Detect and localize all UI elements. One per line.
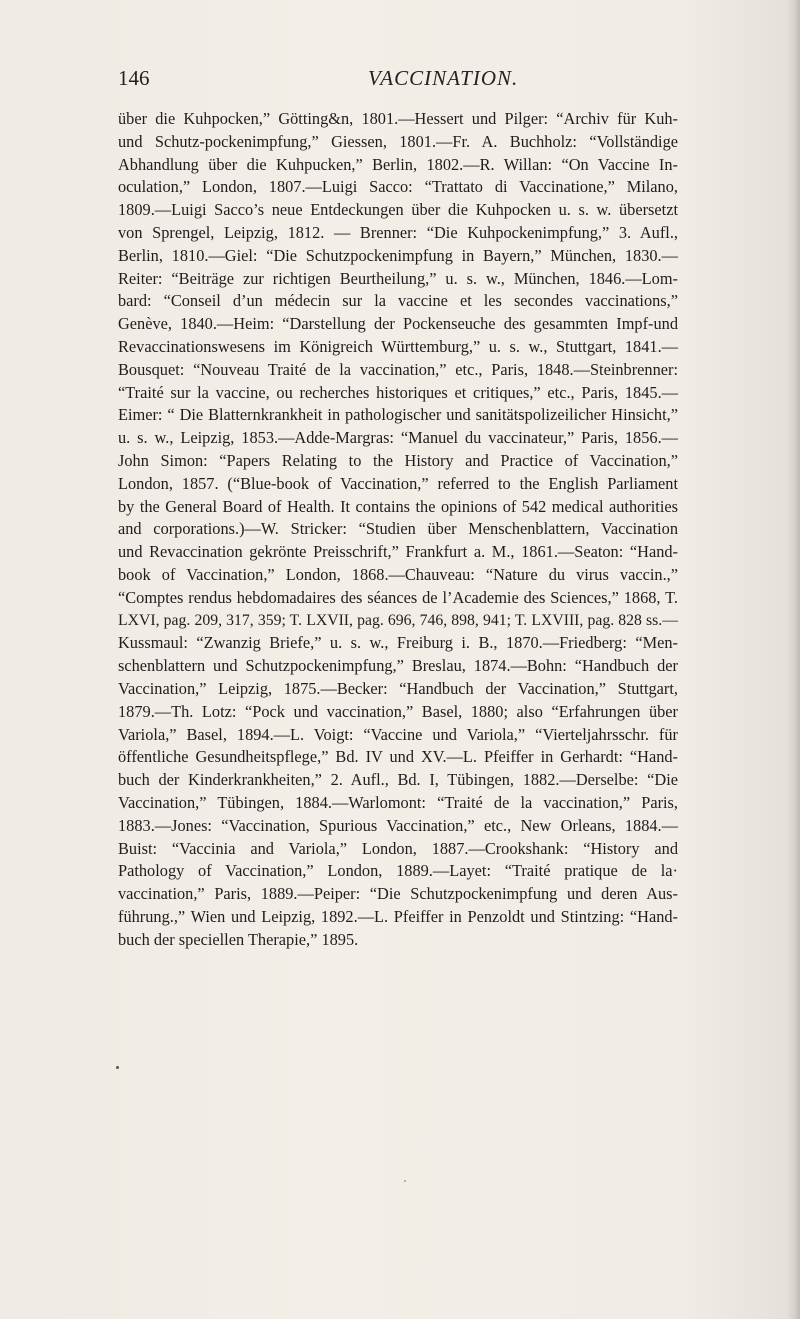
page-header (118, 66, 678, 96)
text-line: book of Vaccination,” London, 1868.—Chauveau: “Nature du virus vaccin.,” (118, 564, 678, 584)
text-line: schenblattern und Schutzpockenimpfung,” Breslau, 1874.—Bohn: “Handbuch der (118, 656, 678, 676)
ink-speck (116, 1066, 119, 1069)
text-line: 1809.—Luigi Sacco’s neue Entdeckungen über die Kuhpocken u. s. w. übersetzt (118, 200, 678, 220)
text-line: buch der Kinderkrankheiten,” 2. Aufl., Bd. I, Tübingen, 1882.—Derselbe: “Die (118, 770, 678, 790)
text-line: und Revaccination gekrönte Preisschrift,” Frankfurt a. M., 1861.—Seaton: “Hand- (118, 542, 678, 562)
text-line: Eimer: “ Die Blatternkrankheit in pathologischer und sanitätspolizeilicher Hinsicht,” (118, 405, 678, 425)
text-line: Pathology of Vaccination,” London, 1889.—Layet: “Traité pratique de la· (118, 861, 678, 881)
text-line: Variola,” Basel, 1894.—L. Voigt: “Vaccine und Variola,” “Vierteljahrsschr. für (118, 724, 678, 744)
page-number: 146 (118, 66, 150, 90)
text-line: Berlin, 1810.—Giel: “Die Schutzpockenimpfung in Bayern,” München, 1830.— (118, 245, 678, 265)
text-line: London, 1857. (“Blue-book of Vaccination,” referred to the English Parliament (118, 473, 678, 493)
text-line: u. s. w., Leipzig, 1853.—Adde-Margras: “Manuel du vaccinateur,” Paris, 1856.— (118, 428, 678, 448)
text-line: und Schutz-pockenimpfung,” Giessen, 1801.—Fr. A. Buchholz: “Vollständige (118, 131, 678, 151)
text-line: Vaccination,” Tübingen, 1884.—Warlomont: “Traité de la vaccination,” Paris, (118, 792, 678, 812)
text-line: Genève, 1840.—Heim: “Darstellung der Pockenseuche des gesammten Impf-und (118, 314, 678, 334)
text-line: vaccination,” Paris, 1889.—Peiper: “Die Schutzpockenimpfung und deren Aus- (118, 884, 678, 904)
text-line: oculation,” London, 1807.—Luigi Sacco: “Trattato di Vaccinatione,” Milano, (118, 177, 678, 197)
text-line: and corporations.)—W. Stricker: “Studien über Menschenblattern, Vaccination (118, 519, 678, 539)
text-line: Revaccinationswesens im Königreich Württemburg,” u. s. w., Stuttgart, 1841.— (118, 336, 678, 356)
bibliography-paragraph (118, 108, 678, 951)
text-line: “Comptes rendus hebdomadaires des séances de l’Academie des Sciences,” 1868, T. (118, 587, 678, 607)
text-line: über die Kuhpocken,” Götting&n, 1801.—Hessert und Pilger: “Archiv für Kuh- (118, 109, 678, 128)
running-title: VACCINATION. (368, 66, 519, 90)
text-line: Buist: “Vaccinia and Variola,” London, 1887.—Crookshank: “History and (118, 838, 678, 858)
ink-speck (404, 1180, 406, 1182)
text-line: von Sprengel, Leipzig, 1812. — Brenner: “Die Kuhpockenimpfung,” 3. Aufl., (118, 222, 678, 242)
text-line: Kussmaul: “Zwanzig Briefe,” u. s. w., Freiburg i. B., 1870.—Friedberg: “Men- (118, 633, 678, 653)
text-line: 1879.—Th. Lotz: “Pock und vaccination,” Basel, 1880; also “Erfahrungen über (118, 701, 678, 721)
text-line: Vaccination,” Leipzig, 1875.—Becker: “Handbuch der Vaccination,” Stuttgart, (118, 678, 678, 698)
text-line: LXVI, pag. 209, 317, 359; T. LXVII, pag. 696, 746, 898, 941; T. LXVIII, pag. 828 ss.— (118, 611, 678, 629)
text-line: by the General Board of Health. It contains the opinions of 542 medical authorities (118, 496, 678, 516)
text-line: öffentliche Gesundheitspflege,” Bd. IV und XV.—L. Pfeiffer in Gerhardt: “Hand- (118, 747, 678, 767)
text-line: “Traité sur la vaccine, ou recherches historiques et critiques,” etc., Paris, 1845.— (118, 382, 678, 402)
text-line: führung.,” Wien und Leipzig, 1892.—L. Pfeiffer in Penzoldt und Stintzing: “Hand- (118, 906, 678, 926)
text-line: John Simon: “Papers Relating to the History and Practice of Vaccination,” (118, 450, 678, 470)
text-line: 1883.—Jones: “Vaccination, Spurious Vaccination,” etc., New Orleans, 1884.— (118, 815, 678, 835)
text-line: Reiter: “Beiträge zur richtigen Beurtheilung,” u. s. w., München, 1846.—Lom- (118, 268, 678, 288)
text-line: Bousquet: “Nouveau Traité de la vaccination,” etc., Paris, 1848.—Steinbrenner: (118, 359, 678, 379)
text-line: bard: “Conseil d’un médecin sur la vaccine et les secondes vaccinations,” (118, 291, 678, 311)
text-line: Abhandlung über die Kuhpucken,” Berlin, 1802.—R. Willan: “On Vaccine In- (118, 154, 678, 174)
page-edge-shadow (786, 0, 800, 1319)
text-line: buch der speciellen Therapie,” 1895. (118, 929, 359, 949)
